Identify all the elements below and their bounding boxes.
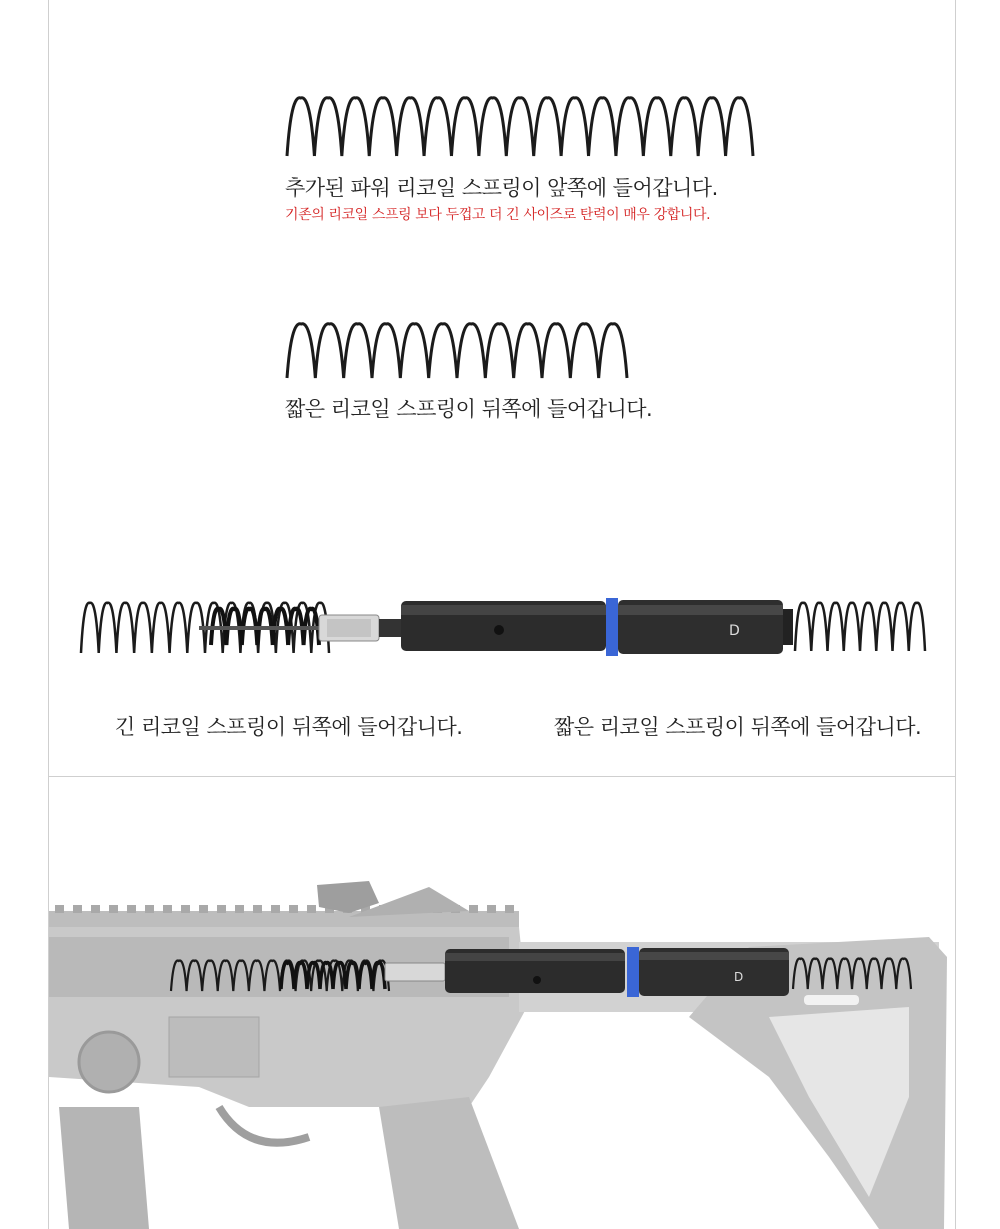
long-spring-note: 기존의 리코일 스프링 보다 두껍고 더 긴 사이즈로 탄력이 매우 강합니다. [285,207,711,223]
svg-text:D: D [734,970,744,984]
long-spring-image [285,92,757,162]
long-spring-caption: 추가된 파워 리코일 스프링이 앞쪽에 들어갑니다. [285,176,718,200]
rifle-panel [48,777,956,1229]
assembly-panel [48,479,956,777]
recoil-assembly-image [79,595,929,665]
spring-panel [48,0,956,480]
right-caption: 짧은 리코일 스프링이 뒤쪽에 들어갑니다. [554,715,922,739]
left-caption: 긴 리코일 스프링이 뒤쪽에 들어갑니다. [115,715,463,739]
svg-text:D: D [729,623,740,639]
short-spring-image [285,318,631,384]
short-spring-caption: 짧은 리코일 스프링이 뒤쪽에 들어갑니다. [285,397,653,421]
rifle-cutaway-image [49,777,955,1229]
